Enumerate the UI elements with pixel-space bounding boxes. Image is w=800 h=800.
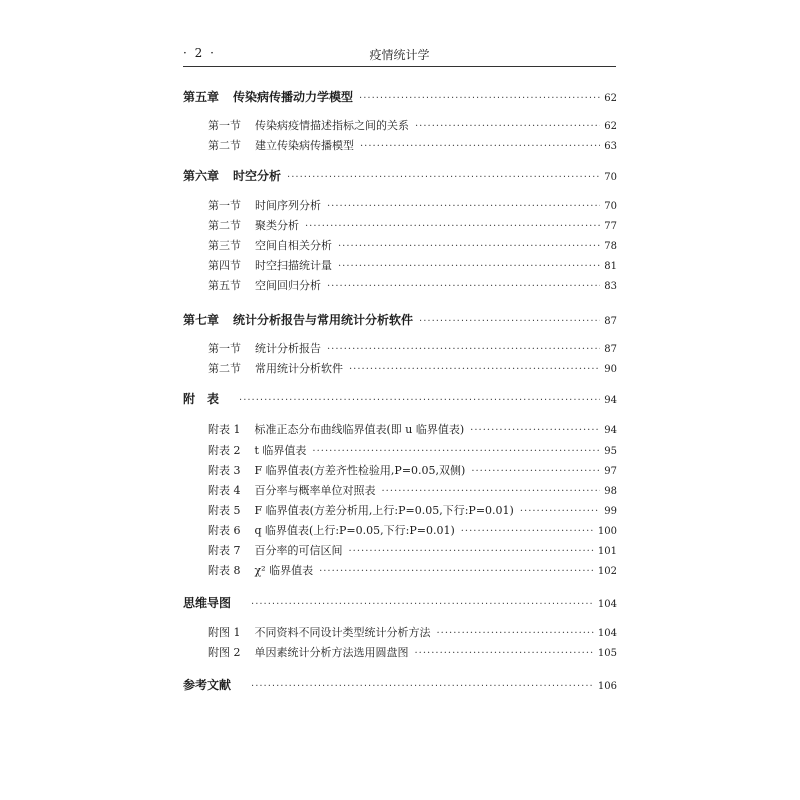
toc-entry-page-number: 104 bbox=[597, 628, 617, 639]
toc-entry-page-number: 104 bbox=[597, 599, 617, 610]
toc-entry-label: 附表 4 bbox=[208, 484, 241, 497]
toc-entry-label: 第四节 bbox=[208, 259, 241, 272]
toc-section-entry bbox=[208, 442, 617, 458]
toc-chapter-entry bbox=[183, 676, 617, 693]
toc-entry-label: 附表 1 bbox=[208, 423, 241, 436]
dot-leader bbox=[520, 506, 600, 517]
toc-entry-page-number: 63 bbox=[604, 141, 617, 152]
toc-entry-label: 第二节 bbox=[208, 139, 241, 152]
dot-leader bbox=[251, 599, 594, 610]
toc-entry-title: 传染病疫情描述指标之间的关系 bbox=[255, 119, 409, 132]
toc-entry-page-number: 106 bbox=[597, 681, 617, 692]
dot-leader bbox=[312, 446, 600, 457]
toc-entry-label: 附表 3 bbox=[208, 464, 241, 477]
toc-entry-label: 第一节 bbox=[208, 119, 241, 132]
toc-entry-label: 附 表 bbox=[183, 392, 220, 406]
toc-section-entry bbox=[208, 197, 617, 213]
toc-entry-page-number: 70 bbox=[604, 201, 617, 212]
dot-leader bbox=[251, 681, 594, 692]
toc-entry-label: 附图 2 bbox=[208, 646, 241, 659]
toc-chapter-entry bbox=[183, 594, 617, 611]
toc-entry-label: 第二节 bbox=[208, 362, 241, 375]
toc-entry-page-number: 100 bbox=[597, 526, 617, 537]
toc-entry-title: 空间自相关分析 bbox=[255, 239, 332, 252]
toc-entry-label: 参考文献 bbox=[183, 678, 232, 692]
toc-entry-title: 常用统计分析软件 bbox=[255, 362, 343, 375]
dot-leader bbox=[349, 546, 594, 557]
toc-chapter-entry bbox=[183, 390, 617, 407]
toc-entry-label: 第一节 bbox=[208, 199, 241, 212]
toc-entry-label: 第五节 bbox=[208, 279, 241, 292]
dot-leader bbox=[471, 466, 600, 477]
toc-entry-label: 附表 5 bbox=[208, 504, 241, 517]
toc-entry-page-number: 87 bbox=[604, 344, 617, 355]
toc-entry-page-number: 94 bbox=[604, 395, 617, 406]
header-book-title: 疫情统计学 bbox=[369, 48, 430, 62]
toc-entry-page-number: 81 bbox=[604, 261, 617, 272]
toc-entry-page-number: 62 bbox=[604, 121, 617, 132]
toc-section-entry bbox=[208, 237, 617, 253]
toc-entry-title: t 临界值表 bbox=[254, 444, 307, 457]
toc-entry-page-number: 97 bbox=[604, 466, 617, 477]
toc-section-entry bbox=[208, 137, 617, 153]
toc-entry-label: 附表 2 bbox=[208, 444, 241, 457]
toc-section-entry bbox=[208, 277, 617, 293]
toc-section-entry bbox=[208, 644, 617, 660]
toc-section-entry bbox=[208, 502, 617, 518]
toc-entry-label: 附表 8 bbox=[208, 564, 241, 577]
toc-entry-title: 不同资料不同设计类型统计分析方法 bbox=[254, 626, 431, 639]
dot-leader bbox=[461, 526, 594, 537]
dot-leader bbox=[415, 648, 594, 659]
toc-entry-title: q 临界值表(上行:P=0.05,下行:P=0.01) bbox=[254, 524, 455, 537]
toc-section-entry bbox=[208, 482, 617, 498]
toc-entry-label: 思维导图 bbox=[183, 596, 232, 610]
toc-entry-title: 统计分析报告 bbox=[255, 342, 321, 355]
toc-entry-title: 单因素统计分析方法选用圆盘图 bbox=[254, 646, 409, 659]
toc-section-entry bbox=[208, 257, 617, 273]
toc-entry-title: 传染病传播动力学模型 bbox=[233, 90, 354, 104]
toc-entry-label: 附表 6 bbox=[208, 524, 241, 537]
dot-leader bbox=[338, 261, 600, 272]
toc-entry-page-number: 83 bbox=[604, 281, 617, 292]
toc-entry-label: 第五章 bbox=[183, 90, 220, 104]
toc-entry-page-number: 102 bbox=[597, 566, 617, 577]
toc-entry-title: 建立传染病传播模型 bbox=[255, 139, 354, 152]
toc-entry-page-number: 95 bbox=[604, 446, 617, 457]
toc-entry-page-number: 90 bbox=[604, 364, 617, 375]
dot-leader bbox=[360, 141, 600, 152]
toc-entry-title: 时空扫描统计量 bbox=[255, 259, 332, 272]
toc-entry-title: χ² 临界值表 bbox=[254, 564, 314, 577]
toc-chapter-entry bbox=[183, 311, 617, 328]
toc-entry-page-number: 94 bbox=[604, 425, 617, 436]
dot-leader bbox=[239, 395, 600, 406]
toc-section-entry bbox=[208, 522, 617, 538]
toc-chapter-entry bbox=[183, 88, 617, 105]
toc-section-entry bbox=[208, 624, 617, 640]
toc-entry-label: 附图 1 bbox=[208, 626, 241, 639]
toc-entry-label: 第六章 bbox=[183, 169, 220, 183]
toc-entry-title: F 临界值表(方差分析用,上行:P=0.05,下行:P=0.01) bbox=[254, 504, 514, 517]
toc-entry-label: 第一节 bbox=[208, 342, 241, 355]
toc-section-entry bbox=[208, 360, 617, 376]
dot-leader bbox=[327, 344, 600, 355]
toc-section-entry bbox=[208, 421, 617, 437]
toc-chapter-entry bbox=[183, 167, 617, 184]
dot-leader bbox=[305, 221, 600, 232]
dot-leader bbox=[382, 486, 601, 497]
dot-leader bbox=[359, 93, 600, 104]
toc-section-entry bbox=[208, 340, 617, 356]
toc-entry-title: 聚类分析 bbox=[255, 219, 299, 232]
toc-entry-title: 统计分析报告与常用统计分析软件 bbox=[233, 313, 414, 327]
dot-leader bbox=[470, 425, 600, 436]
toc-entry-label: 附表 7 bbox=[208, 544, 241, 557]
toc-entry-page-number: 77 bbox=[604, 221, 617, 232]
dot-leader bbox=[437, 628, 594, 639]
toc-entry-page-number: 70 bbox=[604, 172, 617, 183]
dot-leader bbox=[349, 364, 600, 375]
header-page-number: · 2 · bbox=[183, 46, 216, 60]
dot-leader bbox=[415, 121, 600, 132]
toc-entry-label: 第二节 bbox=[208, 219, 241, 232]
toc-entry-page-number: 99 bbox=[604, 506, 617, 517]
toc-section-entry bbox=[208, 462, 617, 478]
toc-entry-label: 第七章 bbox=[183, 313, 220, 327]
toc-entry-title: F 临界值表(方差齐性检验用,P=0.05,双侧) bbox=[254, 464, 466, 477]
toc-section-entry bbox=[208, 117, 617, 133]
toc-entry-title: 空间回归分析 bbox=[255, 279, 321, 292]
toc-entry-title: 时间序列分析 bbox=[255, 199, 321, 212]
toc-entry-title: 百分率与概率单位对照表 bbox=[254, 484, 376, 497]
dot-leader bbox=[419, 316, 600, 327]
toc-entry-page-number: 78 bbox=[604, 241, 617, 252]
dot-leader bbox=[327, 281, 600, 292]
toc-section-entry bbox=[208, 217, 617, 233]
toc-entry-page-number: 87 bbox=[604, 316, 617, 327]
toc-entry-page-number: 101 bbox=[597, 546, 617, 557]
toc-section-entry bbox=[208, 542, 617, 558]
dot-leader bbox=[319, 566, 594, 577]
toc-entry-page-number: 105 bbox=[597, 648, 617, 659]
toc-section-entry bbox=[208, 562, 617, 578]
toc-entry-title: 百分率的可信区间 bbox=[254, 544, 343, 557]
dot-leader bbox=[338, 241, 600, 252]
toc-entry-title: 时空分析 bbox=[233, 169, 282, 183]
toc-entry-label: 第三节 bbox=[208, 239, 241, 252]
dot-leader bbox=[327, 201, 600, 212]
toc-entry-page-number: 62 bbox=[604, 93, 617, 104]
toc-entry-page-number: 98 bbox=[604, 486, 617, 497]
dot-leader bbox=[287, 172, 600, 183]
toc-entry-title: 标准正态分布曲线临界值表(即 u 临界值表) bbox=[254, 423, 465, 436]
